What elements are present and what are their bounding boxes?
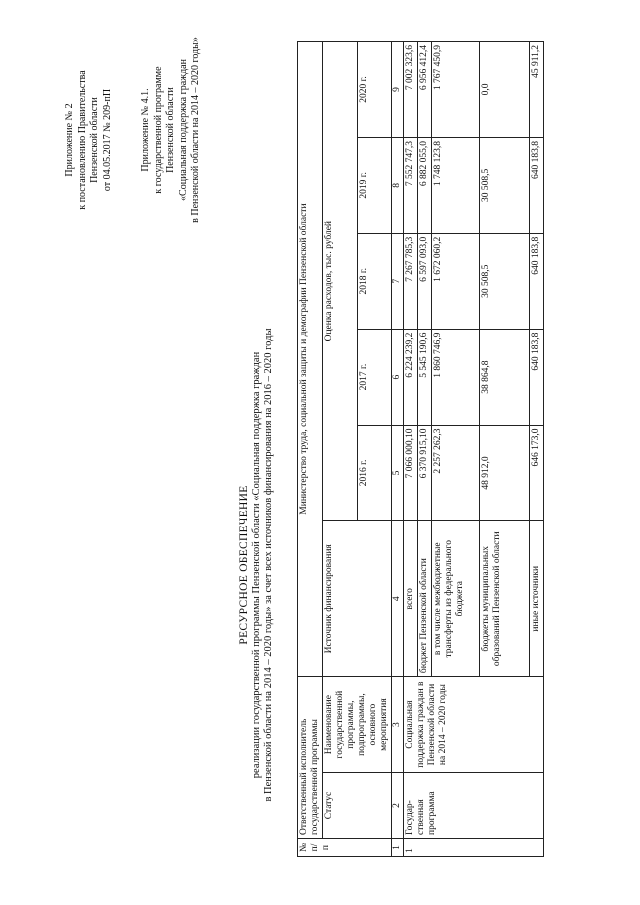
header-responsible-value: Министерство труда, социальной защиты и демографии Пензенской области xyxy=(298,42,323,677)
header-year: 2020 г. xyxy=(357,42,392,138)
value-cell: 7 066 000,10 xyxy=(404,425,418,521)
document-title xyxy=(238,265,276,865)
appendix-41-line: в Пензенской области на 2014 – 2020 годы» xyxy=(190,37,201,223)
appendix-41-line: Пензенской области xyxy=(165,87,176,173)
value-cell: 6 224 239,2 xyxy=(404,329,418,425)
title-main: РЕСУРСНОЕ ОБЕСПЕЧЕНИЕ xyxy=(238,485,250,645)
source-municipal-budgets: бюджеты муниципальных образований Пензенской области xyxy=(480,521,530,677)
column-number: 2 xyxy=(392,773,404,839)
title-line: в Пензенской области на 2014 – 2020 годы» за счет всех источников финансирования на 2016 – 2020 годы xyxy=(263,328,274,802)
header-status: Статус xyxy=(323,773,392,839)
column-number: 6 xyxy=(392,329,404,425)
source-federal-transfers: в том числе межбюджетные трансферты из федерального бюджета xyxy=(432,521,480,677)
value-cell: 48 912,0 xyxy=(480,425,530,521)
source-other: иные источники xyxy=(530,521,544,677)
column-number: 5 xyxy=(392,425,404,521)
value-cell: 6 370 915,10 xyxy=(418,425,432,521)
source-regional-budget: бюджет Пензенской области xyxy=(418,521,432,677)
program-name: Социальная поддержка граждан в Пензенской области на 2014 – 2020 годы xyxy=(404,677,544,773)
value-cell: 7 267 785,3 xyxy=(404,233,418,329)
value-cell: 2 257 262,3 xyxy=(432,425,480,521)
appendix-2-line: к постановлению Правительства xyxy=(76,70,88,210)
appendix-2-header xyxy=(64,20,114,260)
value-cell: 640 183,8 xyxy=(530,233,544,329)
program-status: Государ-ственная программа xyxy=(404,773,544,839)
column-number: 8 xyxy=(392,137,404,233)
resource-table xyxy=(297,41,544,857)
value-cell: 30 508,5 xyxy=(480,233,530,329)
appendix-41-title: Приложение № 4.1. xyxy=(140,88,151,172)
column-number-row xyxy=(392,42,404,857)
value-cell: 1 748 123,8 xyxy=(432,137,480,233)
column-number: 9 xyxy=(392,42,404,138)
header-num: № п/п xyxy=(298,839,392,857)
title-line: реализации государственной программы Пензенской области «Социальная поддержка граждан xyxy=(250,351,262,779)
appendix-2-title: Приложение № 2 xyxy=(64,103,75,177)
source-total: всего xyxy=(404,521,418,677)
value-cell: 30 508,5 xyxy=(480,137,530,233)
appendix-2-date: от 04.05.2017 № 209-пП xyxy=(101,88,113,192)
value-cell: 38 864,8 xyxy=(480,329,530,425)
column-number: 3 xyxy=(392,677,404,773)
header-year: 2017 г. xyxy=(357,329,392,425)
header-estimate: Оценка расходов, тыс. рублей xyxy=(323,42,358,521)
value-cell: 45 911,2 xyxy=(530,42,544,138)
appendix-41-line: «Социальная поддержка граждан xyxy=(177,59,189,201)
value-cell: 5 545 190,6 xyxy=(418,329,432,425)
row-number: 1 xyxy=(404,839,544,857)
value-cell: 640 183,8 xyxy=(530,329,544,425)
header-source: Источник финансирования xyxy=(323,521,392,677)
value-cell: 0,0 xyxy=(480,42,530,138)
column-number: 1 xyxy=(392,839,404,857)
value-cell: 6 956 412,4 xyxy=(418,42,432,138)
column-number: 4 xyxy=(392,521,404,677)
appendix-41-line: к государственной программе xyxy=(152,66,164,194)
column-number: 7 xyxy=(392,233,404,329)
value-cell: 1 767 450,9 xyxy=(432,42,480,138)
value-cell: 6 882 055,0 xyxy=(418,137,432,233)
header-year: 2016 г. xyxy=(357,425,392,521)
header-name: Наименование государственной программы, подпрограммы, основного мероприятия xyxy=(323,677,392,773)
header-year: 2018 г. xyxy=(357,233,392,329)
value-cell: 6 597 093,0 xyxy=(418,233,432,329)
value-cell: 7 002 323,6 xyxy=(404,42,418,138)
header-responsible: Ответственный исполнитель государственной программы xyxy=(298,677,323,839)
table-row xyxy=(404,42,418,857)
header-year: 2019 г. xyxy=(357,137,392,233)
appendix-41-header xyxy=(140,10,203,250)
value-cell: 7 552 747,3 xyxy=(404,137,418,233)
value-cell: 1 672 060,2 xyxy=(432,233,480,329)
value-cell: 646 173,0 xyxy=(530,425,544,521)
value-cell: 1 860 746,9 xyxy=(432,329,480,425)
appendix-2-line: Пензенской области xyxy=(89,97,100,183)
value-cell: 640 183,8 xyxy=(530,137,544,233)
